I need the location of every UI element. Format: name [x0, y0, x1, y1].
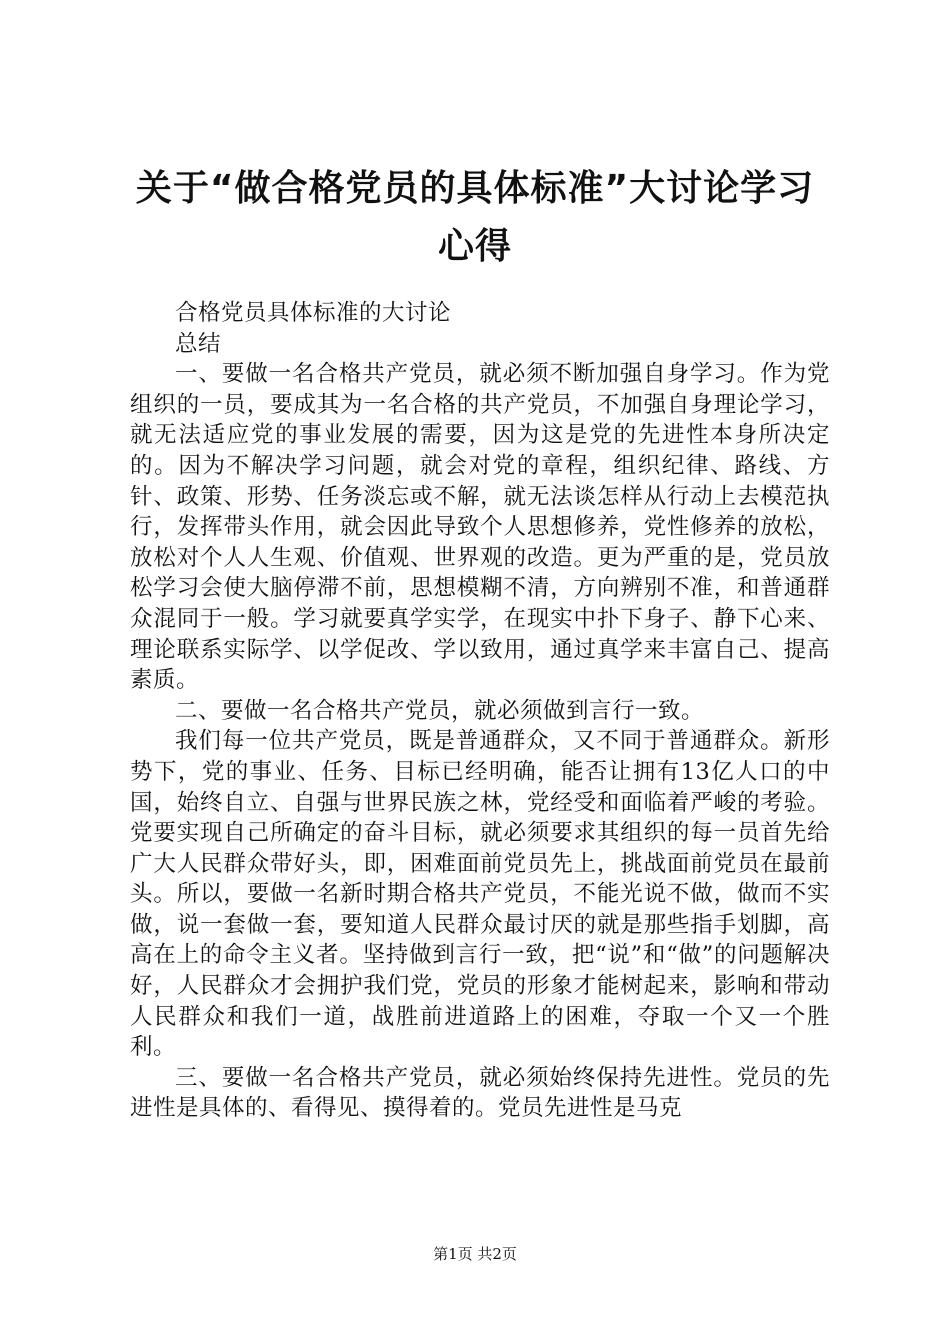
paragraph-section-2-heading: 二、要做一名合格共产党员，就必须做到言行一致。	[175, 697, 705, 724]
paragraph-section-2-body: 我们每一位共产党员，既是普通群众，又不同于普通群众。新形势下，党的事业、任务、目标已经明确，能否让拥有13亿人口的中国，始终自立、自强与世界民族之林，党经受和面临着严峻的考验。党要实现自己所确定的奋斗目标，就必须要求其组织的每一员首先给广大人民群众带好头，即，困难面前党员先上，挑战面前党员在最前头。所以，要做一名新时期合格共产党员，不能光说不做，做而不实做，说一套做一套，要知道人民群众最讨厌的就是那些指手划脚，高高在上的命令主义者。坚持做到言行一致，把“说”和“做”的问题解决好，人民群众才会拥护我们党，党员的形象才能树起来，影响和带动人民群众和我们一道，战胜前进道路上的困难，夺取一个又一个胜利。	[130, 728, 830, 1061]
document-body	[130, 298, 830, 1124]
paragraph-section-1: 一、要做一名合格共产党员，就必须不断加强自身学习。作为党组织的一员，要成其为一名合格的共产党员，不加强自身理论学习，就无法适应党的事业发展的需要，因为这是党的先进性本身所决定的。因为不解决学习问题，就会对党的章程，组织纪律、路线、方针、政策、形势、任务淡忘或不解，就无法谈怎样从行动上去模范执行，发挥带头作用，就会因此导致个人思想修养，党性修养的放松，放松对个人人生观、价值观、世界观的改造。更为严重的是，党员放松学习会使大脑停滞不前，思想模糊不清，方向辨别不准，和普通群众混同于一般。学习就要真学实学，在现实中扑下身子、静下心来、理论联系实际学、以学促改、学以致用，通过真学来丰富自己、提高素质。	[130, 361, 830, 694]
paragraph-summary-label: 总结	[175, 330, 222, 357]
document-title: 关于“做合格党员的具体标准”大讨论学习心得	[135, 168, 815, 267]
paragraph-section-3: 三、要做一名合格共产党员，就必须始终保持先进性。党员的先进性是具体的、看得见、摸得着的。党员先进性是马克	[130, 1064, 830, 1122]
paragraph-subtitle: 合格党员具体标准的大讨论	[175, 300, 452, 326]
page-number-footer: 第1页 共2页	[433, 1245, 517, 1263]
